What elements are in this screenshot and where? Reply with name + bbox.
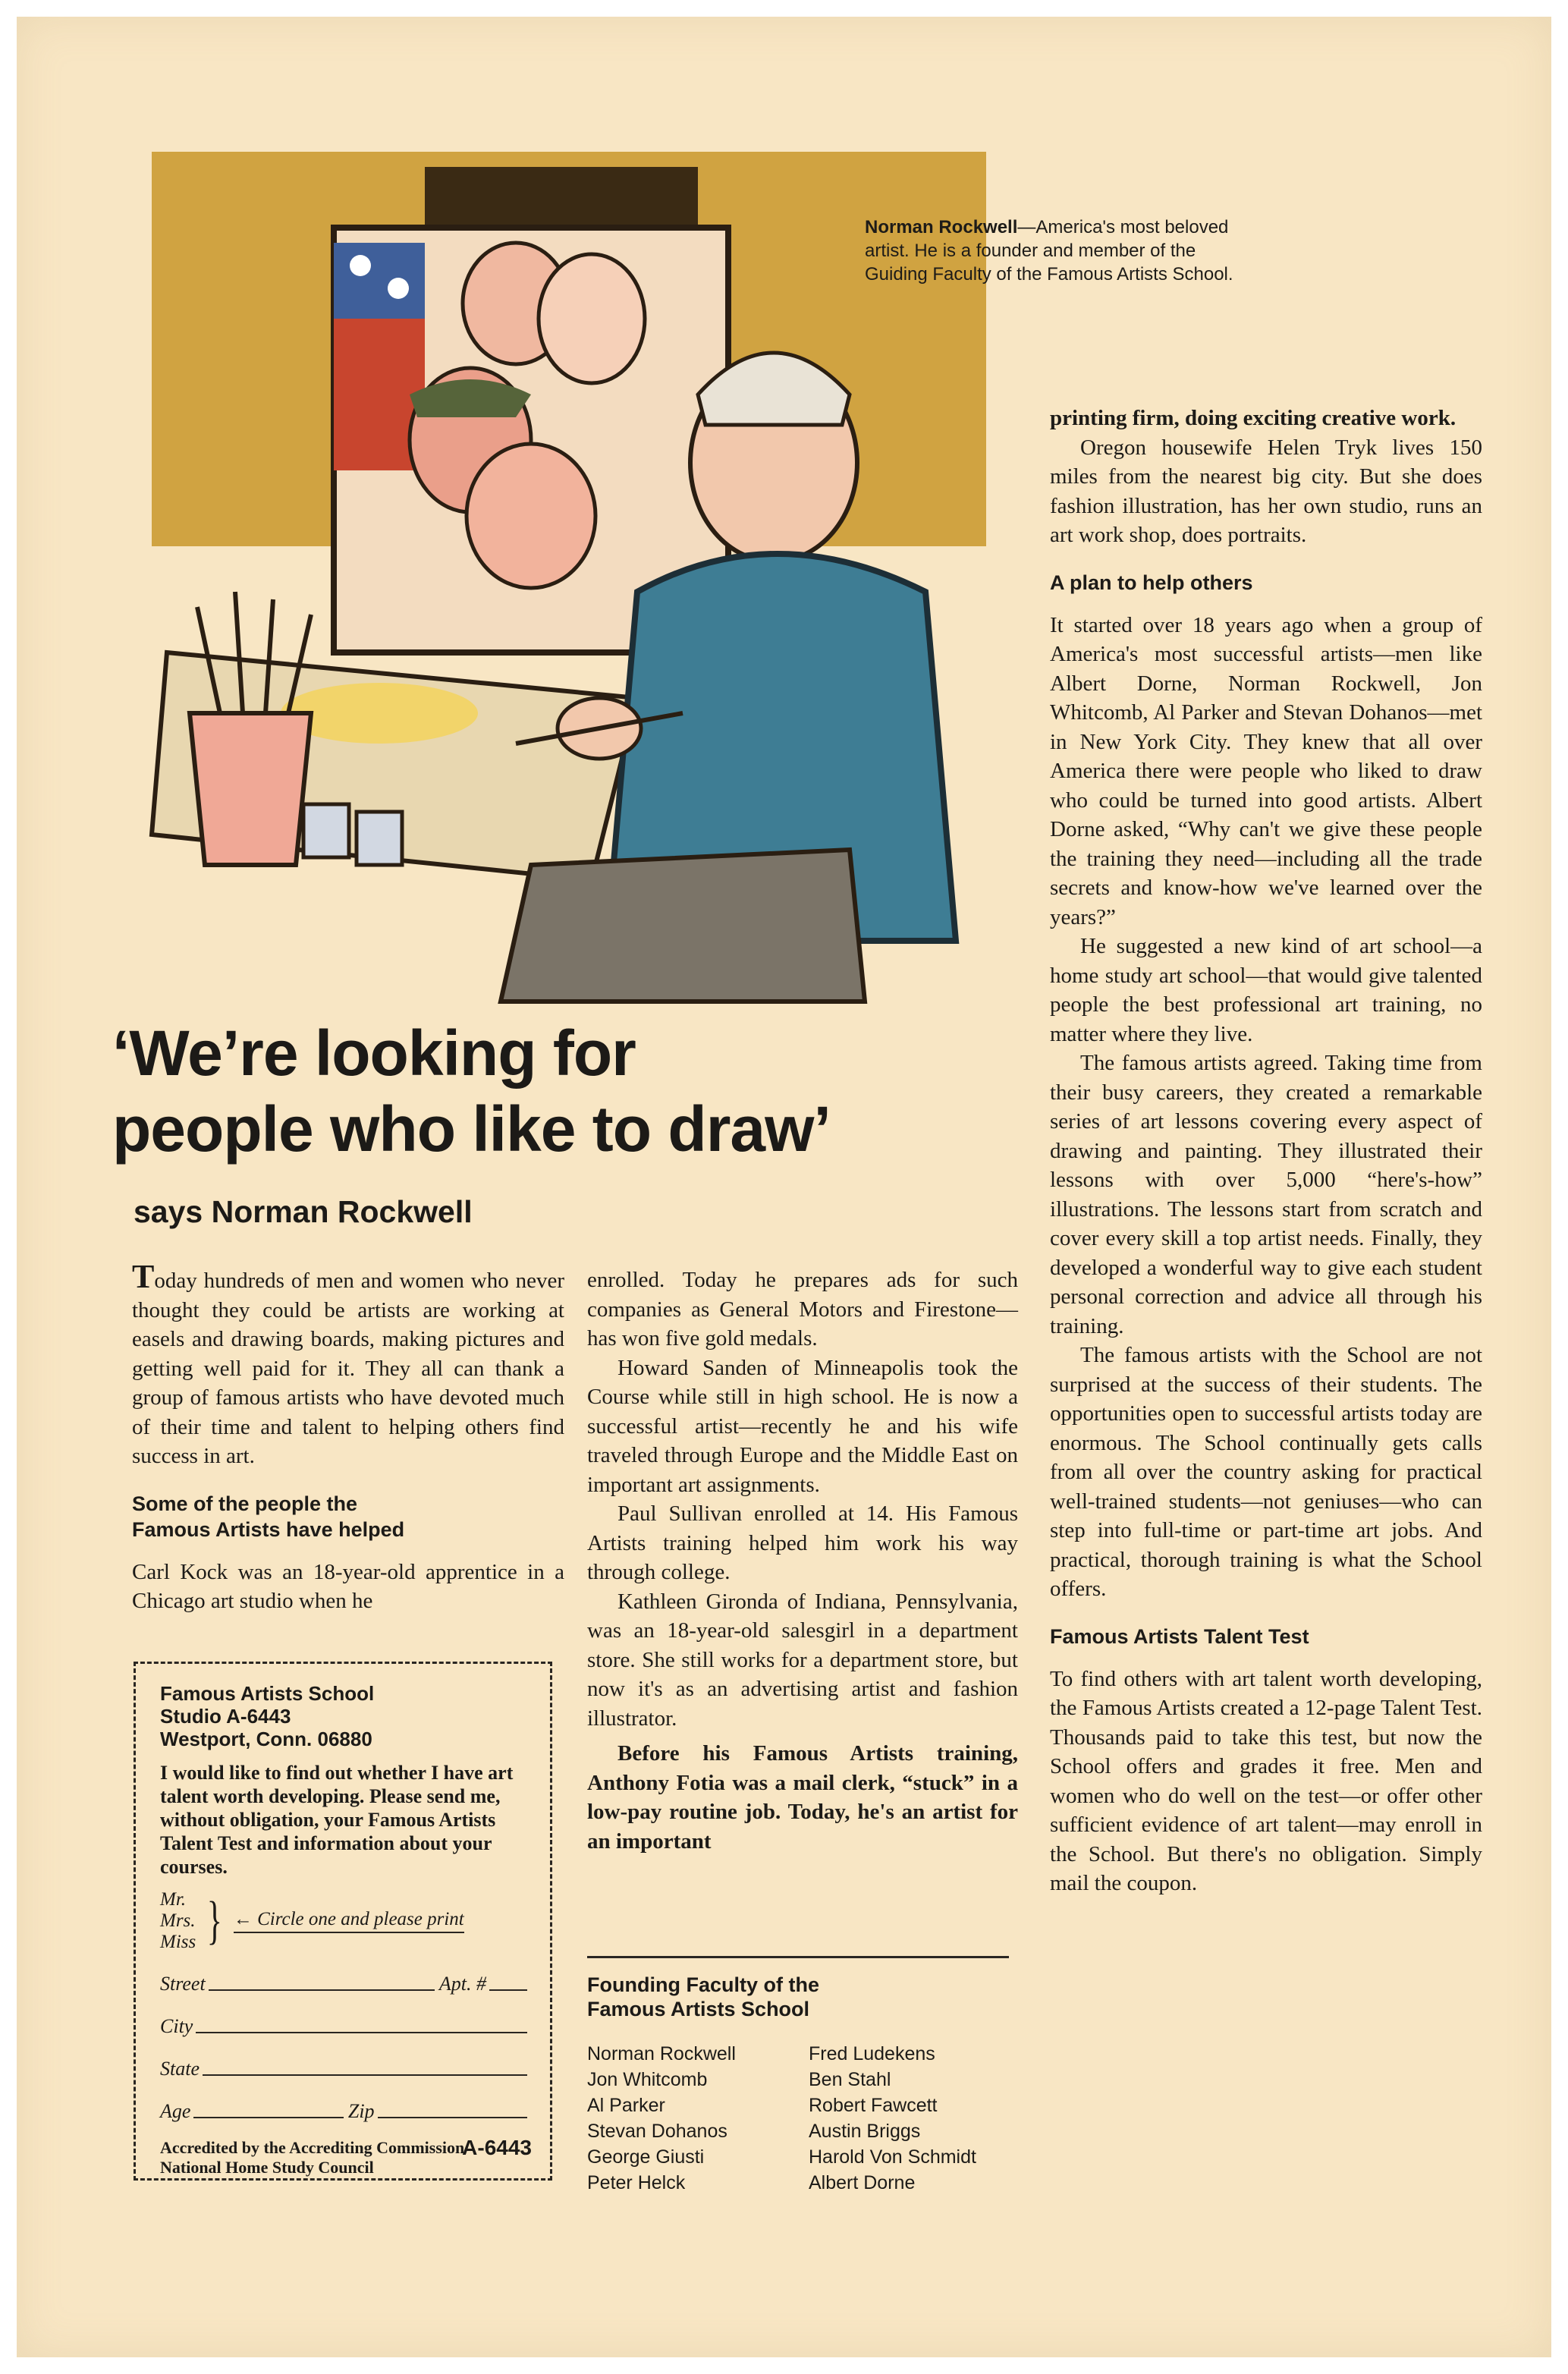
caption-name: Norman Rockwell (865, 217, 1018, 237)
zip-line[interactable] (378, 2100, 527, 2118)
faculty-name: George Giusti (587, 2146, 705, 2168)
state-line[interactable] (203, 2058, 527, 2076)
faculty-name: Harold Von Schmidt (809, 2146, 976, 2168)
drop-cap: T (132, 1258, 155, 1295)
subhead: says Norman Rockwell (134, 1194, 473, 1229)
coupon-address: Famous Artists School Studio A-6443 Westport, Conn. 06880 (160, 1682, 375, 1750)
paragraph-history: It started over 18 years ago when a group of America's most successful artists—men like Albert Dorne, Norman Rockwell, Jon Whitcomb, Al Parker and Stevan Dohanos—met in New York City. They knew that all over America there were people who liked to draw who could be turned into good artists. Albert Dorne asked, “Why can't we give these people the training they need—including all the trade secrets and know-how we've learned over the years?” (1050, 612, 1482, 929)
faculty-name: Fred Ludekens (809, 2043, 935, 2064)
column-2 (587, 1266, 1018, 1856)
section-heading-people-helped: Some of the people the Famous Artists have helped (132, 1492, 405, 1541)
age-label: Age (160, 2100, 191, 2122)
paragraph-howard-sanden: Howard Sanden of Minneapolis took the Course while still in high school. He is now a successful artist—recently he and his wife traveled through Europe and the Middle East on important art assignments. (587, 1355, 1018, 1497)
apt-line[interactable] (489, 1973, 527, 1991)
column-3 (1050, 404, 1482, 1898)
column-1 (132, 1258, 564, 1616)
section-heading-talent-test: Famous Artists Talent Test (1050, 1624, 1309, 1648)
city-line[interactable] (196, 2015, 527, 2033)
paragraph-enrolled: enrolled. Today he prepares ads for such companies as General Motors and Firestone—has won five gold medals. (587, 1268, 1018, 1351)
faculty-list-right (809, 2041, 976, 2196)
faculty-name: Jon Whitcomb (587, 2069, 708, 2090)
faculty-name: Austin Briggs (809, 2121, 921, 2142)
faculty-list-left (587, 2041, 736, 2196)
paragraph-printing-firm: printing firm, doing exciting creative work. (1050, 406, 1456, 430)
faculty-heading: Founding Faculty of the Famous Artists School (587, 1973, 819, 2020)
paragraph-talent-test: To find others with art talent worth developing, the Famous Artists created a 12-page Talent Test. Thousands paid to take this test, but now the School offers and grades it free. Men and women who do well on the test—or offer other sufficient evidence of art talent—may enroll in the School. But there's no obligation. Simply mail the coupon. (1050, 1666, 1482, 1895)
paragraph-helen-tryk: Oregon housewife Helen Tryk lives 150 miles from the nearest big city. But she does fashion illustration, has her own studio, runs an art work shop, does portraits. (1050, 435, 1482, 547)
brace-glyph: } (206, 1891, 223, 1950)
headline: ‘We’re looking for people who like to draw’ (112, 1017, 831, 1165)
accreditation-note: Accredited by the Accrediting Commission National Home Study Council (160, 2138, 465, 2177)
coupon-title-choice[interactable] (160, 1889, 532, 1953)
faculty-name: Ben Stahl (809, 2069, 891, 2090)
intro-paragraph: oday hundreds of men and women who never thought they could be artists are working at easels and drawing boards, making pictures and getting well paid for it. They all can thank a group of famous artists who have devoted much of their time and talent to helping others find success in art. (132, 1269, 564, 1468)
faculty-name: Norman Rockwell (587, 2043, 736, 2064)
circle-instruction: ← Circle one and please print (234, 1909, 464, 1933)
age-zip-field[interactable] (160, 2100, 532, 2123)
paragraph-carl-kock: Carl Kock was an 18-year-old apprentice in a Chicago art studio when he (132, 1559, 564, 1613)
coupon-request-text: I would like to find out whether I have art talent worth developing. Please send me, without obligation, your Famous Artists Talent Test and information about your courses. (160, 1762, 514, 1878)
state-field[interactable] (160, 2058, 532, 2080)
age-line[interactable] (193, 2100, 343, 2118)
faculty-name: Robert Fawcett (809, 2095, 938, 2116)
city-field[interactable] (160, 2015, 532, 2038)
street-label: Street (160, 1973, 206, 1995)
street-line[interactable] (209, 1973, 435, 1991)
paragraph-kathleen-gironda: Kathleen Gironda of Indiana, Pennsylvania, was an 18-year-old salesgirl in a department store. She still works for a department store, but now it's as an advertising artist and fashion illustrator. (587, 1589, 1018, 1731)
caption-text: —America's most beloved artist. He is a founder and member of the Guiding Faculty of the Famous Artists School. (865, 217, 1233, 285)
paragraph-lessons: The famous artists agreed. Taking time from their busy careers, they created a remarkable series of art lessons covering every aspect of drawing and painting. They illustrated their lessons with over 5,000 “here's-how” illustrations. The lessons start from scratch and cover every skill a top artist needs. Finally, they developed a wonderful way to give each student personal correction and advice all through his training. (1050, 1051, 1482, 1338)
apt-label: Apt. # (438, 1973, 486, 1995)
city-label: City (160, 2015, 193, 2037)
faculty-name: Al Parker (587, 2095, 665, 2116)
faculty-name: Peter Helck (587, 2172, 686, 2193)
faculty-name: Stevan Dohanos (587, 2121, 727, 2142)
street-field[interactable] (160, 1973, 532, 1995)
zip-label: Zip (347, 2100, 375, 2122)
paragraph-paul-sullivan: Paul Sullivan enrolled at 14. His Famous Artists training helped him work his way through college. (587, 1501, 1018, 1584)
faculty-name: Albert Dorne (809, 2172, 916, 2193)
section-heading-plan: A plan to help others (1050, 571, 1253, 594)
title-options[interactable]: Mr. Mrs. Miss (160, 1889, 196, 1952)
faculty-divider (587, 1956, 1009, 1958)
paragraph-home-study: He suggested a new kind of art school—a home study art school—that would give talented people the best professional art training, no matter where they live. (1050, 934, 1482, 1046)
coupon-code: A-6443 (462, 2136, 532, 2159)
mail-coupon[interactable] (134, 1662, 552, 2181)
paragraph-opportunities: The famous artists with the School are not surprised at the success of their students. The opportunities open to successful artists today are enormous. The School continually gets calls from all over the country asking for practical well-trained students—not geniuses—who can step into full-time or part-time art jobs. And practical, thorough training is what the School offers. (1050, 1343, 1482, 1601)
state-label: State (160, 2058, 200, 2080)
illustration-caption (865, 215, 1259, 286)
paragraph-anthony-fotia: Before his Famous Artists training, Anthony Fotia was a mail clerk, “stuck” in a low-pay routine job. Today, he's an artist for an important (587, 1741, 1018, 1854)
